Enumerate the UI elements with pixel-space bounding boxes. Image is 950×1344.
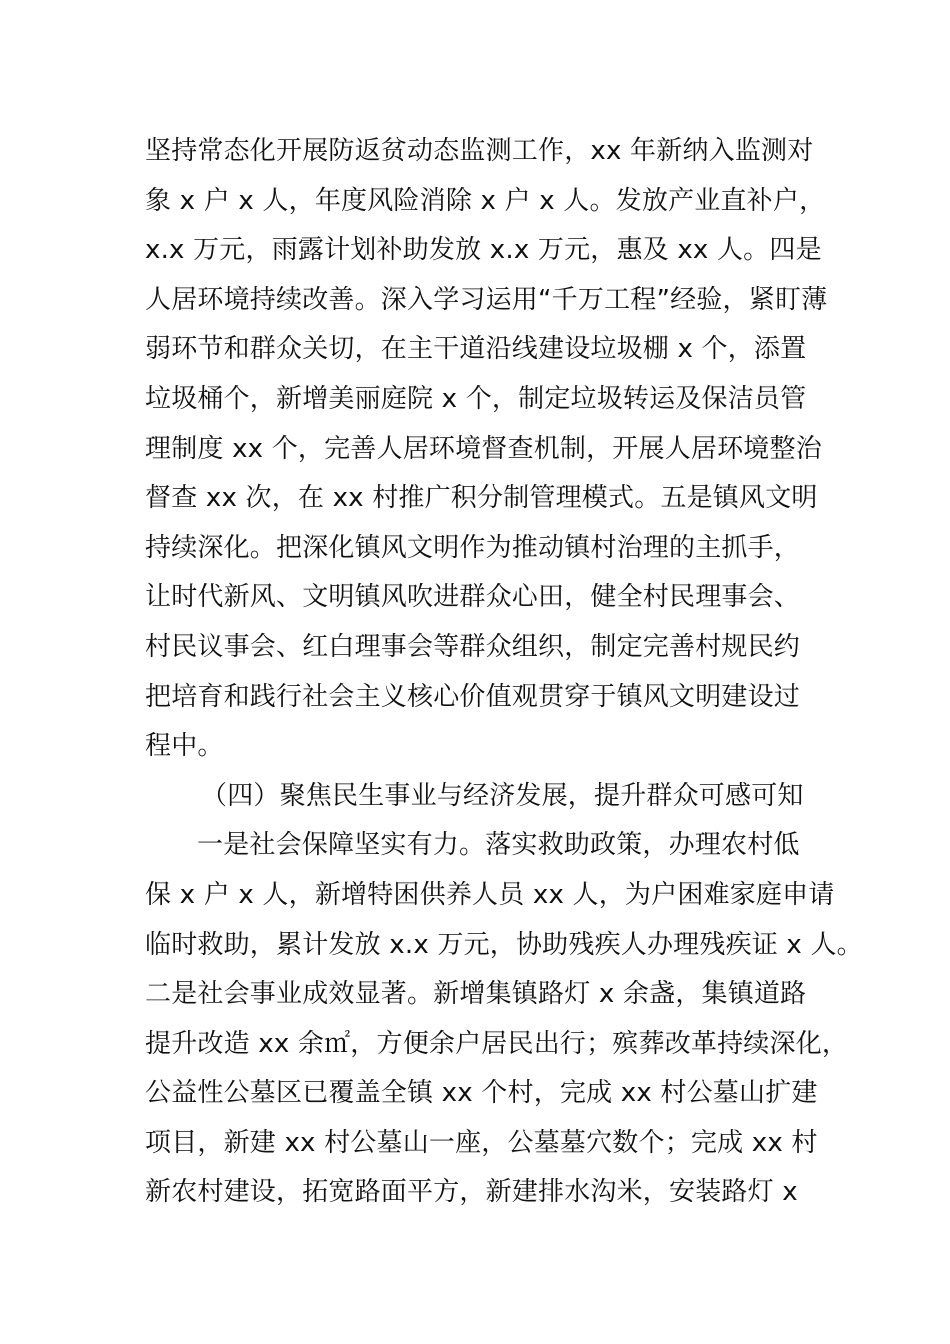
text-line: 督查 xx 次，在 xx 村推广积分制管理模式。五是镇风文明 [145,483,818,514]
text-line: 让时代新风、文明镇风吹进群众心田，健全村民理事会、 [145,582,801,613]
text-line: 持续深化。把深化镇风文明作为推动镇村治理的主抓手， [145,532,801,563]
document-body [145,127,863,1218]
text-line: 公益性公墓区已覆盖全镇 xx 个村，完成 xx 村公墓山扩建 [145,1078,818,1109]
paragraph-first-line: 一是社会保障坚实有力。落实救助政策，办理农村低 [197,830,800,861]
text-line: x.x 万元，雨露计划补助发放 x.x 万元，惠及 xx 人。四是 [145,235,822,266]
text-line: 人居环境持续改善。深入学习运用“千万工程”经验，紧盯薄 [145,284,828,315]
text-line: 项目，新建 xx 村公墓山一座，公墓墓穴数个；完成 xx 村 [145,1127,818,1158]
text-line: 程中。 [145,731,224,762]
text-line: 把培育和践行社会主义核心价值观贯穿于镇风文明建设过 [145,681,801,712]
text-line: 象 x 户 x 人，年度风险消除 x 户 x 人。发放产业直补户， [145,185,826,216]
text-line: 理制度 xx 个，完善人居环境督查机制，开展人居环境整治 [145,433,822,464]
text-line: 提升改造 xx 余㎡，方便余户居民出行；殡葬改革持续深化， [145,1028,849,1059]
text-line: 保 x 户 x 人，新增特困供养人员 xx 人，为户困难家庭申请 [145,879,835,910]
text-line: 新农村建设，拓宽路面平方，新建排水沟米，安装路灯 x [145,1177,798,1208]
text-line: 临时救助，累计发放 x.x 万元，协助残疾人办理残疾证 x 人。 [145,929,863,960]
text-line: 弱环节和群众关切，在主干道沿线建设垃圾棚 x 个，添置 [145,334,807,365]
text-line: 二是社会事业成效显著。新增集镇路灯 x 余盏，集镇道路 [145,979,807,1010]
text-line: 村民议事会、红白理事会等群众组织，制定完善村规民约 [145,631,801,662]
text-line: 坚持常态化开展防返贫动态监测工作，xx 年新纳入监测对 [145,136,814,166]
section-heading: （四）聚焦民生事业与经济发展，提升群众可感可知 [201,780,804,811]
text-line: 垃圾桶个，新增美丽庭院 x 个，制定垃圾转运及保洁员管 [145,383,807,414]
